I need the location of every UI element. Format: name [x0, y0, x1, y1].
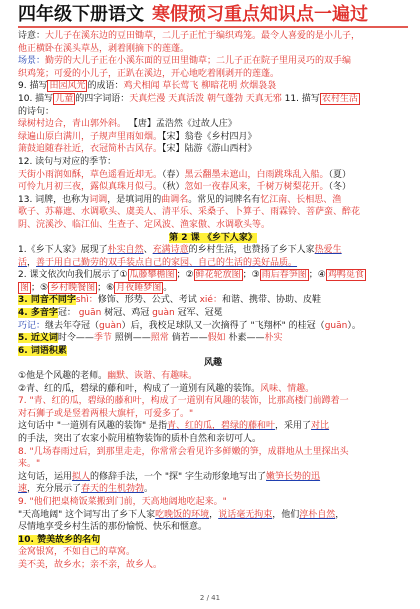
text-segment: 和谐、携带、协助、皮鞋 [221, 295, 321, 306]
text-segment: 朴实自然 [107, 245, 144, 256]
text-segment: ；④ [308, 270, 326, 281]
text-segment: 13. 词牌，也称为 [18, 194, 90, 205]
header-subtitle: 寒假预习重点知识点一遍过 [152, 4, 368, 25]
text-segment: 金窝银窝，不如自己的草窝。 [18, 547, 136, 558]
text-segment: 可怜九月初三夜，露似真珠月似弓。 [18, 182, 163, 193]
text-segment: ）后，我校足球队又一次摘得了 "飞翔杯" 的桂冠（ [121, 320, 325, 331]
text-segment: 歌子、苏幕遮、水调歌头、虞美人、清平乐、采桑子、卜算子、雨霖铃、菩萨蛮、醉花 [18, 207, 361, 218]
text-line [18, 509, 408, 522]
text-line [18, 534, 408, 547]
text-segment: （秋） [162, 182, 185, 193]
text-segment: ，他们 [272, 509, 300, 520]
text-line [18, 68, 408, 81]
text-segment: 2. 课文依次向我们展示了① [18, 270, 128, 281]
text-segment: 风味、情趣。 [260, 383, 315, 394]
text-segment: 诗意： [18, 31, 46, 41]
text-segment: 对比 [311, 421, 330, 432]
text-segment: 鸡鸭觅食 [327, 270, 364, 281]
text-segment: 修饰、形势、公式、考试 [97, 295, 200, 306]
text-segment: ，充分展示了 [27, 484, 82, 495]
text-segment: 幽默、诙谐、有趣味。 [107, 371, 198, 382]
text-line [18, 232, 408, 245]
text-segment: ， [335, 509, 345, 520]
text-segment: 9. "他们把桌椅饭菜搬到门前，天高地阔地吃起来。" [18, 496, 227, 507]
text-segment: 3. 同音不同字 [18, 295, 76, 306]
text-segment: 的成语： [87, 81, 124, 92]
text-segment: 巧记： [18, 320, 46, 331]
text-segment: 月夜睡梦图 [116, 282, 162, 293]
text-segment: 天真烂漫 天真活泼 朝气蓬勃 天真无邪 [129, 93, 282, 104]
text-line [18, 156, 408, 169]
text-segment: 照例—— [111, 333, 151, 344]
text-line [18, 282, 408, 295]
text-segment: 忽如一夜春风来，千树万树梨花开。 [184, 182, 329, 193]
text-line [18, 244, 408, 257]
text-segment: 春天的生机勃勃 [81, 484, 145, 495]
text-line [18, 106, 408, 119]
text-segment: 10. 描写 [18, 93, 54, 104]
text-line [18, 471, 408, 484]
text-segment: 充满诗意 [152, 245, 189, 256]
text-segment: 说话毫无拘束 [218, 509, 273, 520]
text-line [18, 269, 408, 282]
text-segment: 第 2 课 《乡下人家》 [169, 232, 257, 243]
text-segment: 【唐】孟浩然《过故人庄》 [126, 119, 237, 130]
text-segment: 乡村晚餐图 [50, 282, 96, 293]
text-segment: 这句话，运用 [18, 471, 73, 482]
text-line [18, 118, 408, 131]
text-segment: ①他是个风趣的老师。 [18, 371, 108, 382]
text-segment: 朴素—— [225, 333, 265, 344]
text-line [18, 446, 408, 459]
text-segment: 树冠、鸡冠 [101, 308, 153, 319]
text-segment: 绿树村边合，青山郭外斜。 [18, 119, 127, 130]
text-segment: 【宋】翁卷《乡村四月》 [162, 131, 257, 142]
text-segment: guān [324, 320, 348, 331]
text-line [18, 30, 408, 43]
text-segment: （冬） [328, 182, 352, 193]
text-line [18, 332, 408, 345]
text-segment: 的乡村生活，也赞扬了乡下人家 [188, 245, 315, 256]
header-title: 四年级下册语文 [18, 4, 144, 25]
text-segment: 冠军、冠冕 [174, 308, 223, 319]
text-segment: 的修辞手法，一个 "探" 字生动形象地写出了 [90, 471, 267, 482]
text-segment: 瓜藤攀檐图 [129, 270, 175, 281]
text-segment: 鸡犬相闻 草长莺飞 柳暗花明 炊烟袅袅 [123, 81, 277, 92]
text-segment: 尽情地享受乡村生活的那份愉悦、快乐和惬意。 [18, 522, 208, 533]
text-segment: 速 [18, 484, 28, 495]
text-segment: 10. 赞美故乡的名句 [18, 534, 101, 545]
text-segment: 9. 描写 [18, 81, 48, 92]
text-segment: guàn [152, 308, 175, 319]
text-segment: guān [78, 308, 102, 319]
text-segment: 的手法，突出了农家小院用植物装饰的质朴自然和亲切可人。 [18, 434, 262, 444]
text-line [18, 194, 408, 207]
text-segment: 。 [163, 282, 173, 293]
text-segment: 黑云翻墨未遮山，白雨跳珠乱入船。 [184, 169, 329, 180]
text-line [18, 521, 408, 534]
text-line [18, 408, 408, 421]
text-segment: 大儿子在溪东边的豆田锄草，二儿子正忙于编织鸡笼。最令人喜爱的是小儿子， [45, 31, 361, 41]
text-segment: 青、红的瓜，碧绿的藤和叶 [167, 421, 276, 432]
text-segment: 季节 [93, 333, 112, 344]
text-segment: 勤劳的大儿子正在小溪东面的豆田里锄草；二儿子正在院子里用灵巧的双手编 [45, 56, 352, 67]
text-segment: 6. 词语积累 [18, 345, 67, 356]
text-line [18, 131, 408, 144]
text-line [18, 219, 408, 232]
text-segment: 词调 [89, 194, 108, 205]
text-segment: ，采用了 [275, 421, 312, 432]
text-segment: 时令—— [57, 333, 94, 344]
text-line [18, 383, 408, 396]
text-line [18, 395, 408, 408]
text-segment: "天高地阔" 这个词写出了乡下人家 [18, 509, 156, 520]
text-line [18, 181, 408, 194]
text-line [18, 496, 408, 509]
text-segment: 嫩笋长势的迅 [266, 471, 321, 482]
text-segment: 绿遍山原白满川，子规声里雨如烟。 [18, 131, 163, 142]
text-line [18, 80, 408, 93]
text-segment: ②青、红的瓜，碧绿的藤和叶，构成了一道别有风趣的装饰。 [18, 383, 261, 394]
text-segment: 【宋】陆游《游山西村》 [162, 144, 257, 155]
text-segment: 12. 读句与对应的季节： [18, 156, 117, 167]
text-segment: 忆江南、长相思、渔 [260, 194, 342, 205]
text-line [18, 357, 408, 370]
text-line [18, 345, 408, 358]
text-segment: 善于用自己勤劳的双手装点自己的家园、自己的生活的美好品质。 [36, 257, 298, 268]
page-header [18, 0, 408, 28]
text-segment: 对石狮子或是竖着两根大旗杆，可爱多了。" [18, 408, 194, 419]
text-line [18, 43, 408, 56]
text-line [18, 546, 408, 559]
text-segment: 继去年夺冠（ [45, 320, 100, 331]
text-segment: 。常见的词牌名有 [188, 194, 261, 205]
text-segment: ，是填词用的 [107, 194, 162, 205]
text-segment: 朴实 [264, 333, 283, 344]
text-line [18, 294, 408, 307]
text-segment: ；⑤ [31, 282, 49, 293]
text-segment: 来。" [18, 459, 41, 470]
text-segment: 4. 多音字 [18, 308, 58, 319]
text-segment: 织鸡笼；可爱的小儿子，正趴在溪边，开心地吃着刚剥开的莲蓬。 [18, 68, 280, 79]
text-segment: 热爱生 [314, 245, 342, 256]
page-number: 2 / 41 [199, 594, 221, 603]
text-segment: （夏） [328, 169, 352, 180]
text-segment: ， [209, 509, 219, 520]
text-line [18, 143, 408, 156]
text-line [18, 206, 408, 219]
text-segment: 假如 [207, 333, 226, 344]
text-segment: 的诗句： [18, 106, 55, 117]
text-segment: 阴、浣溪沙、临江仙、生查子、定风波、渔家傲、水调歌头等。 [18, 219, 271, 230]
text-segment: ；⑥ [97, 282, 115, 293]
text-segment: 美不美，故乡水；亲不亲，故乡人。 [18, 559, 163, 570]
text-segment: 活 [18, 257, 28, 268]
text-segment: 倘若—— [168, 333, 208, 344]
text-segment: ）。 [347, 320, 361, 331]
text-line [18, 433, 408, 446]
text-segment: 1.《乡下人家》展现了 [18, 245, 108, 256]
text-segment: 箫鼓追随春社近，衣冠简朴古风存。 [18, 144, 163, 155]
text-line [18, 370, 408, 383]
text-line [18, 483, 408, 496]
text-segment: 11. 描写 [281, 93, 320, 104]
text-segment: 这句话中 "一道别有风趣的装饰" 是指 [18, 421, 168, 432]
text-line [18, 320, 408, 333]
text-segment: 场景： [18, 56, 46, 67]
text-line [18, 93, 408, 106]
text-line [18, 420, 408, 433]
text-segment: 冠： [57, 308, 79, 319]
text-segment: 的四字词语： [75, 93, 130, 104]
text-segment: 照常 [150, 333, 169, 344]
text-segment: 雨后春笋图 [261, 270, 307, 281]
text-line [18, 257, 408, 270]
text-segment: xié： [199, 295, 222, 306]
text-line [18, 458, 408, 471]
text-segment: 图 [20, 282, 30, 293]
text-segment: 农村生活 [321, 93, 358, 104]
text-segment: （春） [162, 169, 185, 180]
text-segment: 田园风光 [49, 81, 86, 92]
text-segment: 淳朴自然 [299, 509, 336, 520]
document-body [18, 30, 408, 572]
text-segment: 7. "青、红的瓜，碧绿的藤和叶，构成了一道别有风趣的装饰，比那高楼门前蹲着一 [18, 396, 349, 407]
text-line [18, 169, 408, 182]
text-segment: 他正横卧在溪头草丛，剥着刚摘下的莲蓬。 [18, 43, 190, 54]
text-segment: 8. "几场春雨过后，到那里走走，你常常会看见许多鲜嫩的笋，成群地从土里探出头 [18, 446, 349, 457]
text-segment: 儿童 [55, 93, 74, 104]
text-segment: 鲜花轮放图 [195, 270, 241, 281]
text-segment: guàn [99, 320, 122, 331]
text-segment: ；③ [242, 270, 260, 281]
text-segment: 天街小雨润如酥，草色遥看近却无。 [18, 169, 163, 180]
text-segment: ， [27, 257, 37, 268]
text-segment: 5. 近义词 [18, 333, 58, 344]
text-segment: ；② [176, 270, 194, 281]
text-segment: shì： [75, 295, 98, 306]
text-segment: 风趣 [203, 358, 222, 369]
text-segment: 曲调名 [161, 194, 189, 205]
text-segment: 、 [143, 245, 153, 256]
text-segment: 吃晚饭的环境 [155, 509, 210, 520]
text-line [18, 55, 408, 68]
text-line [18, 559, 408, 572]
text-segment: 。 [144, 484, 154, 495]
text-segment: 拟人 [72, 471, 91, 482]
text-line [18, 307, 408, 320]
